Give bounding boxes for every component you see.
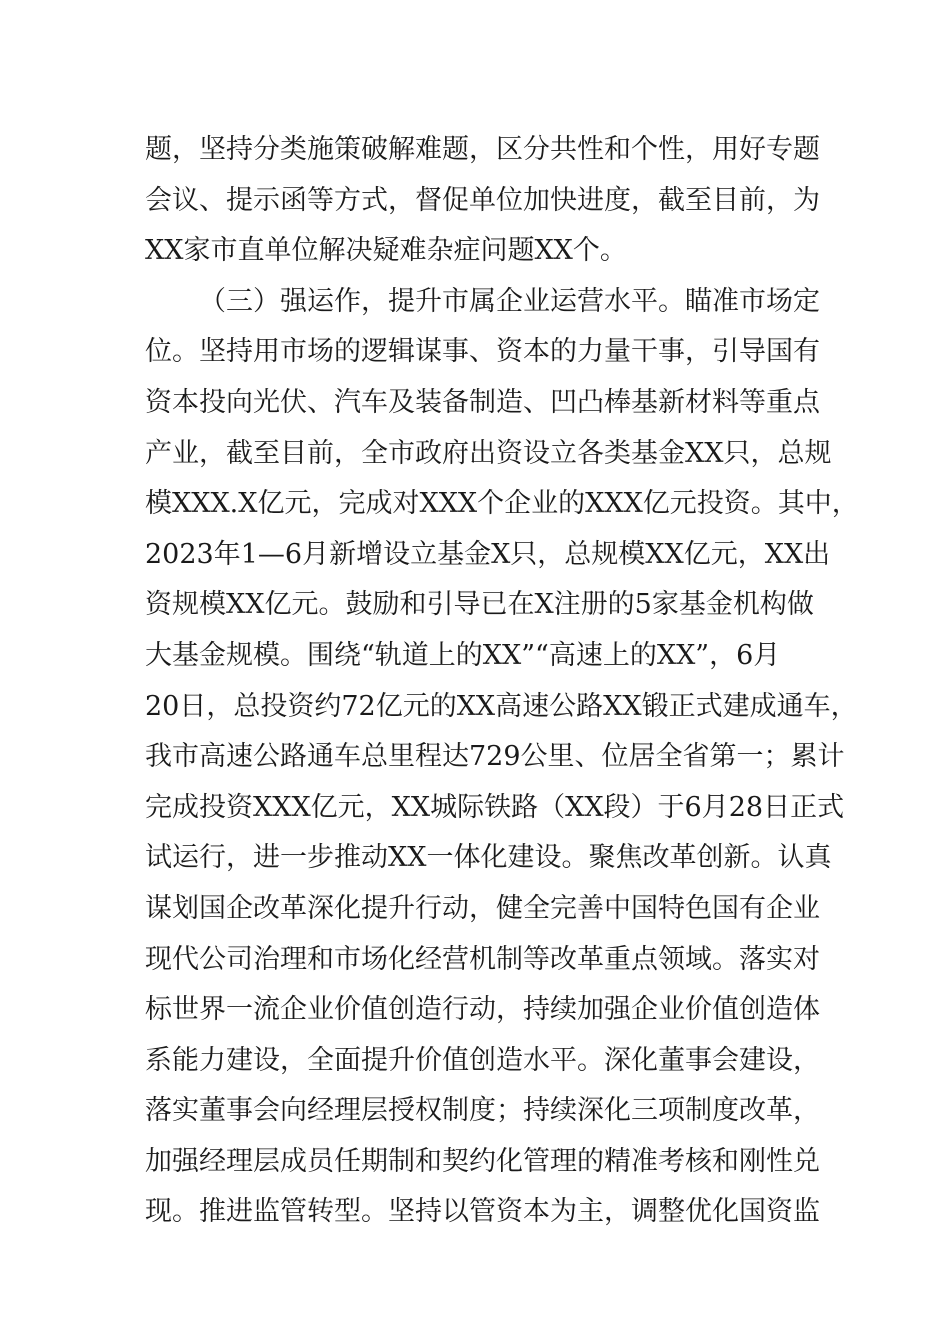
text-line: 题，坚持分类施策破解难题，区分共性和个性，用好专题 (145, 134, 820, 165)
text-line: 会议、提示函等方式，督促单位加快进度，截至目前，为 (145, 184, 820, 216)
text-line: 位。坚持用市场的逻辑谋事、资本的力量干事，引导国有 (145, 336, 820, 368)
text-line: 标世界一流企业价值创造行动，持续加强企业价值创造体 (145, 994, 820, 1026)
text-line: 资规模XX亿元。鼓励和引导已在X注册的5家基金机构做 (145, 589, 814, 621)
text-line: 系能力建设，全面提升价值创造水平。深化董事会建设， (145, 1044, 820, 1076)
body-text (145, 125, 859, 1238)
text-line: 我市高速公路通车总里程达729公里、位居全省第一；累计 (145, 741, 845, 773)
text-line: 20日，总投资约72亿元的XX高速公路XX锻正式建成通车， (145, 690, 858, 722)
text-line: 加强经理层成员任期制和契约化管理的精准考核和刚性兑 (145, 1145, 820, 1177)
text-line: 完成投资XXX亿元，XX城际铁路（XX段）于6月28日正式 (145, 791, 845, 823)
section-heading-line: （三）强运作，提升市属企业运营水平。瞄准市场定 (199, 285, 820, 317)
text-line: 落实董事会向经理层授权制度；持续深化三项制度改革， (145, 1095, 820, 1127)
text-line: 现代公司治理和市场化经营机制等改革重点领域。落实对 (145, 943, 820, 975)
text-line: 谋划国企改革深化提升行动，健全完善中国特色国有企业 (145, 892, 820, 924)
text-line: 2023年1—6月新增设立基金X只，总规模XX亿元，XX出 (145, 538, 831, 570)
text-line: 试运行，进一步推动XX一体化建设。聚焦改革创新。认真 (145, 842, 832, 874)
text-line: 现。推进监管转型。坚持以管资本为主，调整优化国资监 (145, 1196, 820, 1228)
text-line: 大基金规模。围绕“轨道上的XX”“高速上的XX”，6月 (145, 639, 781, 671)
text-line: XX家市直单位解决疑难杂症问题XX个。 (145, 235, 627, 267)
text-line: 模XXX.X亿元，完成对XXX个企业的XXX亿元投资。其中， (145, 488, 859, 520)
text-line: 产业，截至目前，全市政府出资设立各类基金XX只，总规 (145, 437, 832, 469)
text-line: 资本投向光伏、汽车及装备制造、凹凸棒基新材料等重点 (145, 386, 820, 418)
